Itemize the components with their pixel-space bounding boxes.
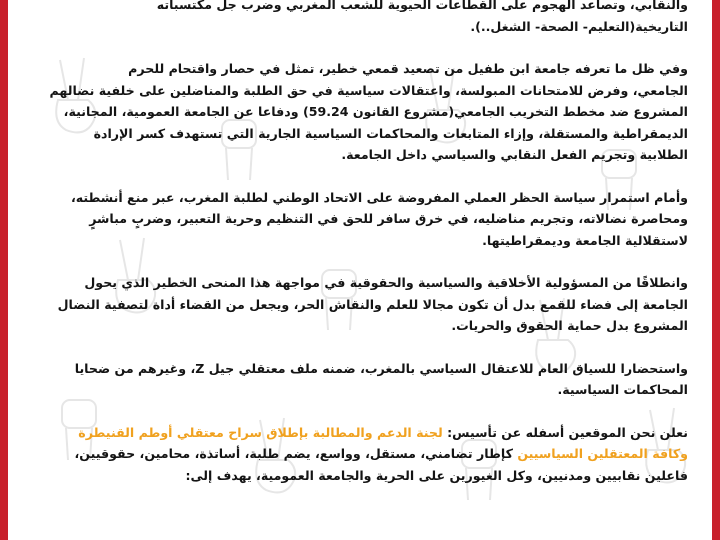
text-line: واستحضارا للسياق العام للاعتقال السياسي بالمغرب، ضمنه ملف معتقلي جيل Z، وغيرهم من ضحايا <box>74 360 688 376</box>
committee-name-highlight: لجنة الدعم والمطالبة بإطلاق سراح معتقلي أوطم القنيطرة <box>78 424 443 440</box>
text-line: الجامعي، وفرض للامتحانات المبولسة، واعتقالات سياسية في حق الطلبة والمناضلين على خلفية نضالهم <box>49 82 688 98</box>
statement-body <box>32 0 688 486</box>
text-line: التاريخية(التعليم- الصحة- الشغل..). <box>470 18 688 34</box>
text-line: الديمقراطية والمستقلة، وإزاء المتابعات والمحاكمات السياسية الجارية التي تستهدف كسر الإرادة <box>93 125 688 141</box>
committee-name-highlight: وكافة المعتقلين السياسيين <box>517 446 688 461</box>
text-line: الجامعة إلى فضاء للقمع بدل أن تكون مجالا للعلم والنقاش الحر، ويجعل من القضاء أداة لتصفية النضال <box>57 296 688 312</box>
announcement-text: فاعلين نقابيين ومدنيين، وكل الغيورين على الحرية والجامعة العمومية، يهدف إلى: <box>185 467 688 483</box>
text-line: والنقابي، وتصاعد الهجوم على القطاعات الحيوية للشعب المغربي وضرب جل مكتسباته <box>156 0 688 12</box>
text-line: وفي ظل ما تعرفه جامعة ابن طفيل من تصعيد قمعي خطير، تمثل في حصار واقتحام للحرم <box>128 61 688 76</box>
text-line: المشروع ضد مخطط التخريب الجامعي(مشروع القانون 59.24) ودفاعا عن الجامعة العمومية، المجانية، <box>63 104 688 119</box>
paragraph-committee-announcement <box>32 422 688 487</box>
text-line: لاستقلالية الجامعة وديمقراطيتها. <box>482 232 688 248</box>
text-line: ومحاصرة نضالاته، وتجريم مناضليه، في خرق سافر للحق في التنظيم وحرية التعبير، وضربٍ مباشرٍ <box>89 211 688 226</box>
announcement-intro: نعلن نحن الموقعين أسفله عن تأسيس: <box>442 424 688 440</box>
text-line: المحاكمات السياسية. <box>557 382 688 397</box>
text-line: وانطلاقًا من المسؤولية الأخلاقية والسياسية والحقوقية في مواجهة هذا المنحى الخطير الذي يحول <box>84 275 688 290</box>
text-line: المشروع بدل حماية الحقوق والحريات. <box>451 318 688 333</box>
paragraph-responsibility <box>32 272 688 337</box>
text-line: الطلابية وتجريم الفعل النقابي والسياسي داخل الجامعة. <box>341 147 688 162</box>
paragraph-ibn-tofail <box>32 58 688 166</box>
text-line: وأمام استمرار سياسة الحظر العملي المفروضة على الاتحاد الوطني لطلبة المغرب، عبر منع أنشطته، <box>70 189 688 205</box>
paragraph-political-detention <box>32 358 688 401</box>
announcement-text: كإطار تضامني، مستقل، وواسع، يضم طلبة، أساتذة، محامين، حقوقيين، <box>74 446 518 461</box>
paragraph-unem-ban <box>32 187 688 252</box>
paragraph-context <box>32 0 688 37</box>
